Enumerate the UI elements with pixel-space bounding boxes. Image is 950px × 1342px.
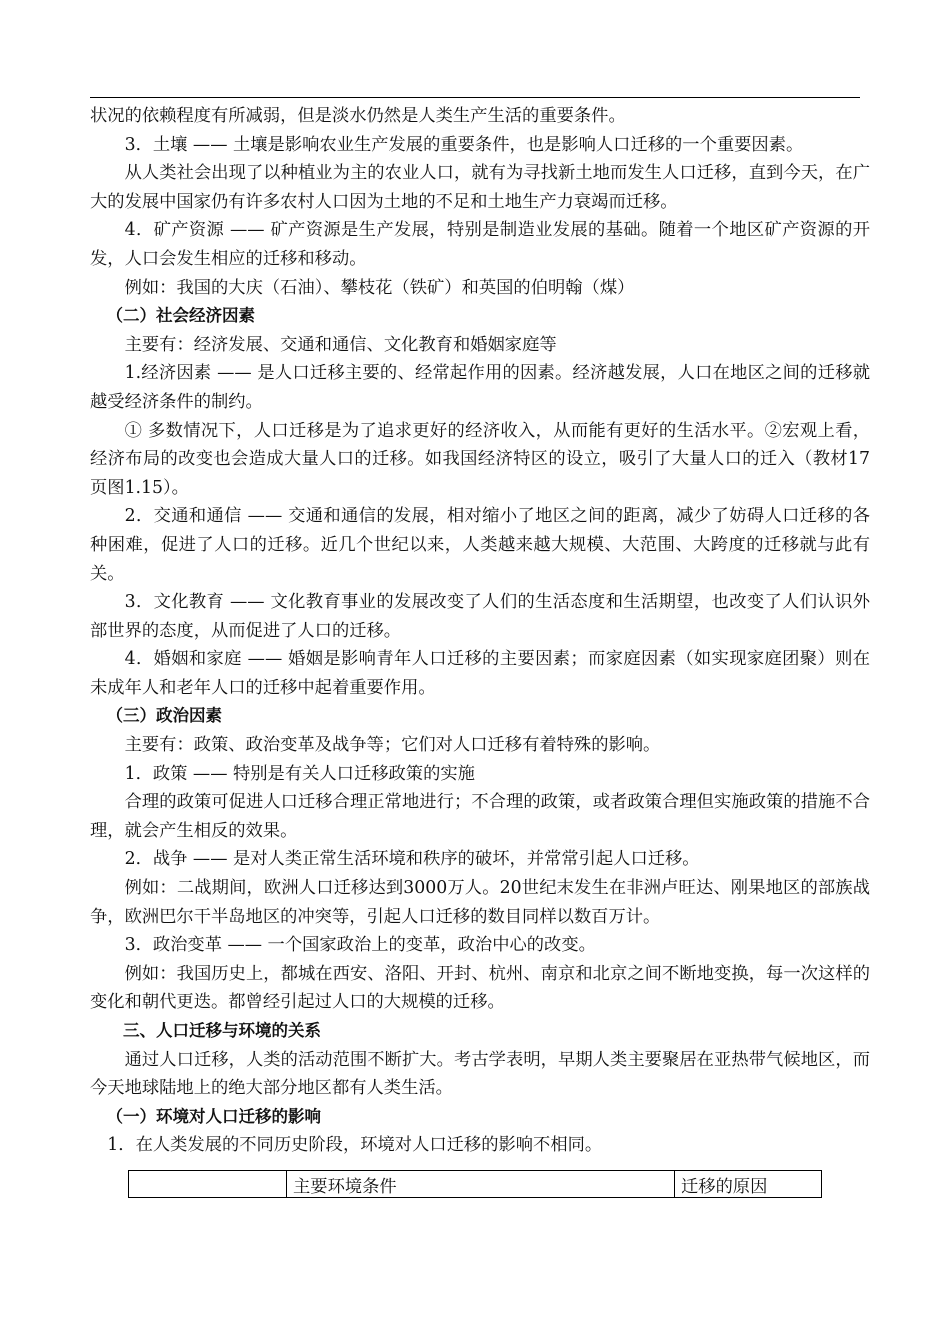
environment-table <box>128 1170 822 1198</box>
table-header-cell: 迁移的原因 <box>675 1171 822 1198</box>
section-heading: （二）社会经济因素 <box>106 306 255 326</box>
paragraph: 从人类社会出现了以种植业为主的农业人口，就有为寻找新土地而发生人口迁移，直到今天，在广大的发展中国家仍有许多农村人口因为土地的不足和土地生产力衰竭而迁移。 <box>90 163 870 212</box>
paragraph: 主要有：政策、政治变革及战争等；它们对人口迁移有着特殊的影响。 <box>124 735 661 756</box>
section-heading: （三）政治因素 <box>106 706 222 726</box>
paragraph: 3．政治变革 —— 一个国家政治上的变革，政治中心的改变。 <box>124 935 596 956</box>
paragraph: 3．文化教育 —— 文化教育事业的发展改变了人们的生活态度和生活期望，也改变了人们认识外部世界的态度，从而促进了人口的迁移。 <box>90 592 870 641</box>
paragraph: 例如：二战期间，欧洲人口迁移达到3000万人。20世纪末发生在非洲卢旺达、刚果地区的部族战争，欧洲巴尔干半岛地区的冲突等，引起人口迁移的数目同样以数百万计。 <box>90 878 870 927</box>
paragraph: 2．战争 —— 是对人类正常生活环境和秩序的破坏，并常常引起人口迁移。 <box>124 849 700 870</box>
paragraph: 4．矿产资源 —— 矿产资源是生产发展，特别是制造业发展的基础。随着一个地区矿产资源的开发，人口会发生相应的迁移和移动。 <box>90 220 870 269</box>
paragraph: 主要有：经济发展、交通和通信、文化教育和婚姻家庭等 <box>124 334 557 355</box>
paragraph: 状况的依赖程度有所减弱，但是淡水仍然是人类生产生活的重要条件。 <box>90 106 626 126</box>
paragraph: 1．政策 —— 特别是有关人口迁移政策的实施 <box>124 763 475 784</box>
paragraph: 1．在人类发展的不同历史阶段，环境对人口迁移的影响不相同。 <box>107 1135 603 1156</box>
paragraph: ① 多数情况下，人口迁移是为了追求更好的经济收入，从而能有更好的生活水平。②宏观上看，经济布局的改变也会造成大量人口的迁移。如我国经济特区的设立，吸引了大量人口的迁入（教材17页图1.15）。 <box>90 420 870 498</box>
table-header-cell <box>129 1171 287 1198</box>
paragraph: 通过人口迁移，人类的活动范围不断扩大。考古学表明，早期人类主要聚居在亚热带气候地区，而今天地球陆地上的绝大部分地区都有人类生活。 <box>90 1049 870 1099</box>
paragraph: 3．土壤 —— 土壤是影响农业生产发展的重要条件，也是影响人口迁移的一个重要因素。 <box>124 134 804 155</box>
paragraph: 例如：我国历史上，都城在西安、洛阳、开封、杭州、南京和北京之间不断地变换，每一次这样的变化和朝代更迭。都曾经引起过人口的大规模的迁移。 <box>90 963 870 1013</box>
paragraph: 例如：我国的大庆（石油）、攀枝花（铁矿）和英国的伯明翰（煤） <box>124 277 635 298</box>
paragraph: 4．婚姻和家庭 —— 婚姻是影响青年人口迁移的主要因素；而家庭因素（如实现家庭团聚）则在未成年人和老年人口的迁移中起着重要作用。 <box>90 649 870 698</box>
document-body <box>90 102 870 1160</box>
table-header-row <box>129 1171 822 1198</box>
section-heading: 三、人口迁移与环境的关系 <box>123 1021 321 1040</box>
header-rule <box>90 97 860 98</box>
paragraph: 合理的政策可促进人口迁移合理正常地进行；不合理的政策，或者政策合理但实施政策的措施不合理，就会产生相反的效果。 <box>90 792 870 841</box>
table-header-cell: 主要环境条件 <box>287 1171 675 1198</box>
section-heading: （一）环境对人口迁移的影响 <box>106 1106 321 1126</box>
paragraph: 2．交通和通信 —— 交通和通信的发展，相对缩小了地区之间的距离，减少了妨碍人口迁移的各种困难，促进了人口的迁移。近几个世纪以来，人类越来越大规模、大范围、大跨度的迁移就与此有关。 <box>90 506 870 584</box>
paragraph: 1.经济因素 —— 是人口迁移主要的、经常起作用的因素。经济越发展，人口在地区之间的迁移就越受经济条件的制约。 <box>90 363 870 412</box>
